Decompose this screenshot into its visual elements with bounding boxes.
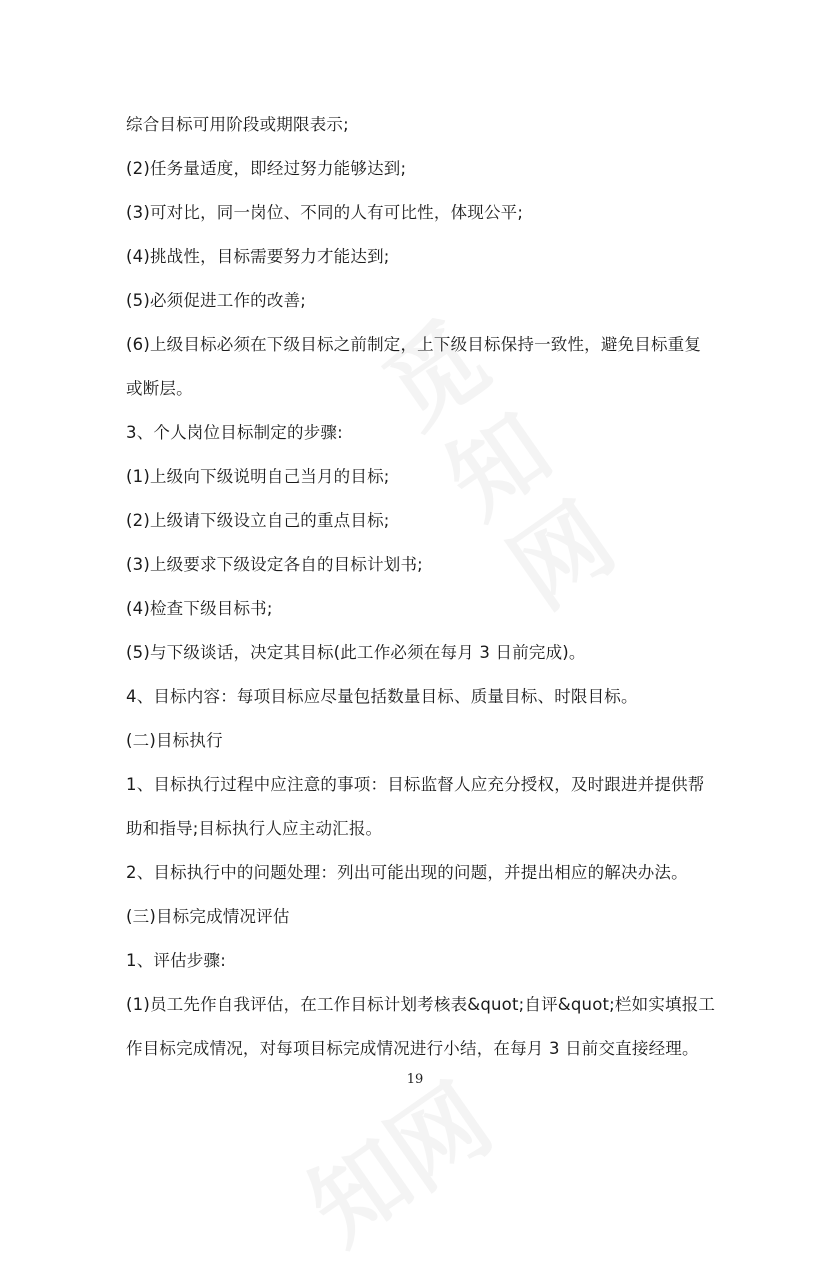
text-line: (6)上级目标必须在下级目标之前制定，上下级目标保持一致性，避免目标重复 [126,335,702,354]
text-line: (1)员工先作自我评估，在工作目标计划考核表&quot;自评&quot;栏如实填报工 [126,995,716,1014]
text-line: 1、目标执行过程中应注意的事项：目标监督人应充分授权，及时跟进并提供帮 [126,775,705,794]
section-heading: 3、个人岗位目标制定的步骤: [126,423,343,442]
text-line: 综合目标可用阶段或期限表示; [126,115,349,134]
text-line: (2)任务量适度，即经过努力能够达到; [126,159,407,178]
section-heading: 1、评估步骤: [126,951,226,970]
document-body [126,105,726,1073]
text-line: (4)检查下级目标书; [126,599,273,618]
text-line: 作目标完成情况，对每项目标完成情况进行小结，在每月 3 日前交直接经理。 [126,1039,699,1058]
text-line: (1)上级向下级说明自己当月的目标; [126,467,390,486]
text-line: (5)与下级谈话，决定其目标(此工作必须在每月 3 日前完成)。 [126,643,586,662]
page-number: 19 [406,1072,424,1087]
text-line: (5)必须促进工作的改善; [126,291,307,310]
text-line: (2)上级请下级设立自己的重点目标; [126,511,390,530]
text-line: (4)挑战性，目标需要努力才能达到; [126,247,390,266]
section-heading: (三)目标完成情况评估 [126,907,290,926]
text-line: 2、目标执行中的问题处理：列出可能出现的问题，并提出相应的解决办法。 [126,863,688,882]
text-line: (3)可对比，同一岗位、不同的人有可比性，体现公平; [126,203,524,222]
text-line: 助和指导;目标执行人应主动汇报。 [126,819,383,838]
text-line: 或断层。 [126,379,193,398]
text-line: (3)上级要求下级设定各自的目标计划书; [126,555,423,574]
section-heading: 4、目标内容：每项目标应尽量包括数量目标、质量目标、时限目标。 [126,687,638,706]
section-heading: (二)目标执行 [126,731,223,750]
